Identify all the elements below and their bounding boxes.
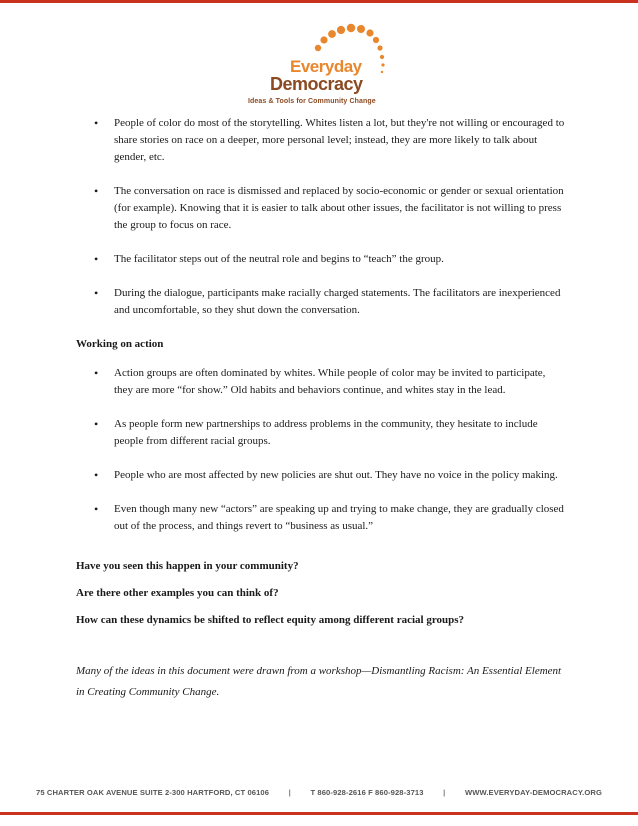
storytelling-bullet-list xyxy=(76,115,566,319)
question-3: How can these dynamics be shifted to reflect equity among different racial groups? xyxy=(76,614,465,626)
source-note: Many of the ideas in this document were drawn from a workshop—Dismantling Racism: An Essential Element in Creating Community Change. xyxy=(76,665,562,698)
footer-separator: | xyxy=(443,788,446,797)
list-item: • During the dialogue, participants make racially charged statements. The facilitators are inexperienced and uncomfortable, so they shut down the conversation. xyxy=(76,285,566,319)
footer-contact-bar xyxy=(36,788,602,797)
everyday-democracy-logo xyxy=(248,20,398,105)
footer-phone-fax: T 860-928-2616 F 860-928-3713 xyxy=(310,788,424,797)
logo-wordmark-everyday: Everyday xyxy=(290,57,362,76)
logo-wordmark-democracy: Democracy xyxy=(270,74,363,94)
question-1: Have you seen this happen in your community? xyxy=(76,560,299,572)
top-accent-bar xyxy=(0,0,638,3)
footer-separator: | xyxy=(288,788,291,797)
footer-address: 75 CHARTER OAK AVENUE SUITE 2-300 HARTFORD, CT 06106 xyxy=(36,788,270,797)
list-item: • People of color do most of the storytelling. Whites listen a lot, but they're not willing or encouraged to share stories on race on a deeper, more personal level; instead, they are more likely to talk about gender, etc. xyxy=(76,115,566,166)
list-item: • The conversation on race is dismissed and replaced by socio-economic or gender or sexual orientation (for example). Knowing that it is easier to talk about other issues, the facilitator is not willing to press the group to focus on race. xyxy=(76,183,566,234)
section-heading-working-on-action: Working on action xyxy=(76,338,164,350)
bottom-accent-bar xyxy=(0,812,638,815)
logo-tagline: Ideas & Tools for Community Change xyxy=(248,98,376,105)
question-2: Are there other examples you can think of? xyxy=(76,587,279,599)
list-item: • People who are most affected by new policies are shut out. They have no voice in the policy making. xyxy=(76,467,566,484)
document-body xyxy=(76,115,566,714)
list-item: • The facilitator steps out of the neutral role and begins to “teach” the group. xyxy=(76,251,566,268)
action-bullet-list xyxy=(76,365,566,535)
list-item: • Even though many new “actors” are speaking up and trying to make change, they are gradually closed out of the process, and things revert to “business as usual.” xyxy=(76,501,566,535)
list-item: • Action groups are often dominated by whites. While people of color may be invited to participate, they are more “for show.” Old habits and behaviors continue, and whites stay in the lead. xyxy=(76,365,566,399)
footer-website-link[interactable]: WWW.EVERYDAY-DEMOCRACY.ORG xyxy=(464,788,602,797)
list-item: • As people form new partnerships to address problems in the community, they hesitate to include people from different racial groups. xyxy=(76,416,566,450)
